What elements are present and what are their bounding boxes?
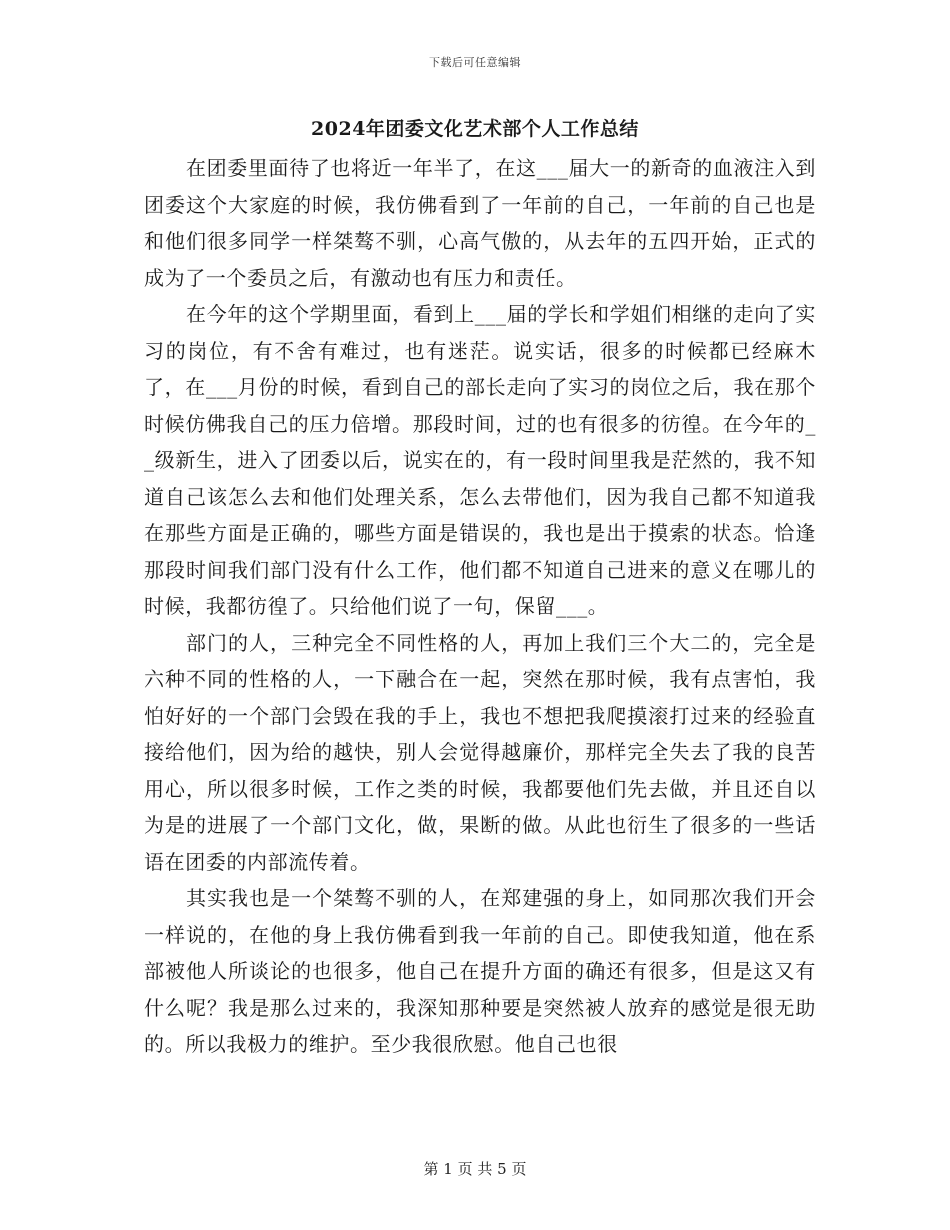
page-number: 第 1 页 共 5 页 bbox=[423, 1160, 527, 1178]
paragraph-1: 在团委里面待了也将近一年半了，在这___届大一的新奇的血液注入到团委这个大家庭的时候，我仿佛看到了一年前的自己，一年前的自己也是和他们很多同学一样桀骜不驯，心高气傲的，从去年的五四开始，正式的成为了一个委员之后，有激动也有压力和责任。 bbox=[144, 156, 816, 290]
document-body bbox=[144, 150, 816, 1063]
document-title: 2024年团委文化艺术部个人工作总结 bbox=[311, 118, 639, 140]
paragraph-4: 其实我也是一个桀骜不驯的人，在郑建强的身上，如同那次我们开会一样说的，在他的身上我仿佛看到我一年前的自己。即使我知道，他在系部被他人所谈论的也很多，他自己在提升方面的确还有很多，但是这又有什么呢？我是那么过来的，我深知那种要是突然被人放弃的感觉是很无助的。所以我极力的维护。至少我很欣慰。他自己也很 bbox=[144, 886, 816, 1056]
page-header-note: 下载后可任意编辑 bbox=[429, 56, 521, 69]
paragraph-3: 部门的人，三种完全不同性格的人，再加上我们三个大二的，完全是六种不同的性格的人，一下融合在一起，突然在那时候，我有点害怕，我怕好好的一个部门会毁在我的手上，我也不想把我爬摸滚打过来的经验直接给他们，因为给的越快，别人会觉得越廉价，那样完全失去了我的良苦用心，所以很多时候，工作之类的时候，我都要他们先去做，并且还自以为是的进展了一个部门文化，做，果断的做。从此也衍生了很多的一些话语在团委的内部流传着。 bbox=[144, 630, 816, 874]
paragraph-2: 在今年的这个学期里面，看到上___届的学长和学姐们相继的走向了实习的岗位，有不舍有难过，也有迷茫。说实话，很多的时候都已经麻木了，在___月份的时候，看到自己的部长走向了实习的岗位之后，我在那个时候仿佛我自己的压力倍增。那段时间，过的也有很多的彷徨。在今年的__级新生，进入了团委以后，说实在的，有一段时间里我是茫然的，我不知道自己该怎么去和他们处理关系，怎么去带他们，因为我自己都不知道我在那些方面是正确的，哪些方面是错误的，我也是出于摸索的状态。恰逢那段时间我们部门没有什么工作，他们都不知道自己进来的意义在哪儿的时候，我都彷徨了。只给他们说了一句，保留___。 bbox=[144, 302, 816, 618]
